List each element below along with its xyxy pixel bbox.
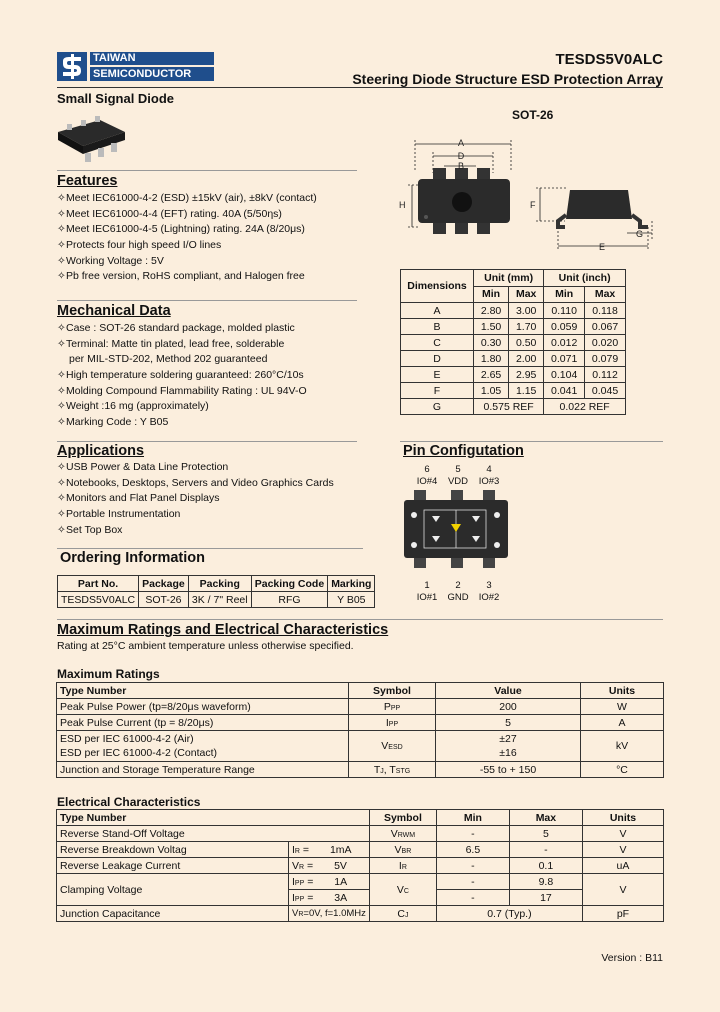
max: 9.8: [509, 874, 582, 890]
dim-header-inch: Unit (inch): [544, 270, 626, 287]
features-list: [57, 191, 317, 285]
dim-value: 2.00: [509, 351, 544, 367]
applications-list: [57, 460, 334, 538]
pin-number: 1: [424, 580, 430, 591]
param: Reverse Breakdown Voltag: [57, 842, 289, 858]
cell: SOT-26: [139, 592, 189, 608]
value: ±27 ±16: [436, 731, 581, 762]
table-row: [401, 351, 626, 367]
dim-label: D: [401, 351, 474, 367]
unit: °C: [581, 762, 664, 778]
dim-value: 0.575 REF: [474, 399, 544, 415]
list-item: ✧Protects four high speed I/O lines: [57, 239, 222, 252]
dim-value: 1.15: [509, 383, 544, 399]
pin-number: 3: [486, 580, 492, 591]
condition: IPP = 1A: [289, 874, 370, 890]
table-row: [401, 335, 626, 351]
min: -: [436, 890, 509, 906]
dim-label: F: [401, 383, 474, 399]
table-row: [401, 383, 626, 399]
pin-config-title: Pin Configutation: [403, 443, 524, 459]
unit: V: [582, 874, 663, 906]
dim-value: 0.118: [585, 303, 626, 319]
ratings-note: Rating at 25°C ambient temperature unless otherwise specified.: [57, 640, 354, 652]
cell: Y B05: [328, 592, 375, 608]
table-row: [57, 858, 664, 874]
unit: pF: [582, 906, 663, 922]
symbol: VESD: [349, 731, 436, 762]
dim-label: A: [401, 303, 474, 319]
dim-sub-min: Min: [474, 286, 509, 303]
dim-value: 0.059: [544, 319, 585, 335]
dim-value: 0.079: [585, 351, 626, 367]
list-item: ✧Case : SOT-26 standard package, molded plastic: [57, 322, 295, 334]
table-row: [57, 762, 664, 778]
table-row: [401, 303, 626, 319]
product-category: Small Signal Diode: [57, 91, 175, 106]
dim-value: 0.50: [509, 335, 544, 351]
brand-line-2: SEMICONDUCTOR: [93, 68, 192, 80]
ratings-title: Maximum Ratings and Electrical Characteristics: [57, 622, 389, 638]
dim-value: 2.80: [474, 303, 509, 319]
list-item: ✧Notebooks, Desktops, Servers and Video Graphics Cards: [57, 476, 334, 489]
dim-value: 0.071: [544, 351, 585, 367]
dim-value: 2.95: [509, 367, 544, 383]
dim-label-h: H: [399, 200, 406, 210]
max: 5: [509, 826, 582, 842]
list-item: ✧Working Voltage : 5V: [57, 254, 164, 267]
dim-sub-min: Min: [544, 286, 585, 303]
table-row: [57, 699, 664, 715]
dim-label: B: [401, 319, 474, 335]
dim-value: 3.00: [509, 303, 544, 319]
list-item: ✧USB Power & Data Line Protection: [57, 461, 229, 473]
dim-value: 1.50: [474, 319, 509, 335]
col-header: Units: [582, 810, 663, 826]
param: Reverse Leakage Current: [57, 858, 289, 874]
condition: VR=0V, f=1.0MHz: [289, 906, 370, 922]
param: Clamping Voltage: [57, 874, 289, 906]
list-item: ✧High temperature soldering guaranteed: 260°C/10s: [57, 369, 304, 382]
table-row: [58, 592, 375, 608]
dim-value: 0.104: [544, 367, 585, 383]
dim-value: 1.80: [474, 351, 509, 367]
unit: kV: [581, 731, 664, 762]
cell: TESDS5V0ALC: [58, 592, 139, 608]
pin-number: 4: [486, 464, 492, 475]
electrical-subtitle: Electrical Characteristics: [57, 795, 201, 809]
pin-name: VDD: [447, 476, 469, 487]
dim-value: 2.65: [474, 367, 509, 383]
list-item: per MIL-STD-202, Method 202 guaranteed: [69, 353, 268, 366]
max-ratings-table: [56, 682, 664, 778]
param: Peak Pulse Power (tp=8/20μs waveform): [57, 699, 349, 715]
symbol: VC: [369, 874, 436, 906]
features-title: Features: [57, 173, 118, 189]
symbol: IPP: [349, 715, 436, 731]
pin-name: IO#2: [478, 592, 500, 603]
package-label: SOT-26: [512, 108, 554, 122]
col-header: Symbol: [369, 810, 436, 826]
col-header: Units: [581, 683, 664, 699]
pin-name: IO#1: [416, 592, 438, 603]
dim-label-e: E: [598, 242, 606, 252]
table-row: [57, 826, 664, 842]
condition: IR = 1mA: [289, 842, 370, 858]
list-item: ✧Molding Compound Flammability Rating : UL 94V-O: [57, 384, 307, 397]
dim-label-a: A: [457, 138, 465, 148]
package-outline-drawing: [390, 135, 665, 255]
table-row: [57, 731, 664, 762]
max: -: [509, 842, 582, 858]
dim-value: 1.70: [509, 319, 544, 335]
value: 0.7 (Typ.): [436, 906, 582, 922]
dim-sub-max: Max: [585, 286, 626, 303]
pin-name: IO#3: [478, 476, 500, 487]
list-item: ✧Weight :16 mg (approximately): [57, 400, 209, 413]
param: Reverse Stand-Off Voltage: [57, 826, 370, 842]
col-header: Value: [436, 683, 581, 699]
dim-header-mm: Unit (mm): [474, 270, 544, 287]
table-row: [57, 906, 664, 922]
dim-label-d: D: [457, 151, 465, 161]
dim-value: 0.110: [544, 303, 585, 319]
dim-header-label: Dimensions: [401, 270, 474, 303]
list-item: ✧Meet IEC61000-4-5 (Lightning) rating. 24A (8/20μs): [57, 223, 305, 236]
dim-label: E: [401, 367, 474, 383]
symbol: VRWM: [369, 826, 436, 842]
col-header: Min: [436, 810, 509, 826]
pin-name: GND: [447, 592, 469, 603]
table-row: [401, 319, 626, 335]
brand-line-1: TAIWAN: [93, 52, 136, 64]
table-row: [57, 842, 664, 858]
ordering-title: Ordering Information: [60, 550, 205, 566]
pin-name: IO#4: [416, 476, 438, 487]
table-row: [57, 874, 664, 890]
value: 200: [436, 699, 581, 715]
col-header: Type Number: [57, 810, 370, 826]
dim-label-f: F: [530, 200, 536, 210]
company-logo: [57, 52, 214, 81]
max-ratings-subtitle: Maximum Ratings: [57, 667, 160, 681]
dim-value: 0.020: [585, 335, 626, 351]
dim-value: 0.30: [474, 335, 509, 351]
min: 6.5: [436, 842, 509, 858]
param: Peak Pulse Current (tp = 8/20μs): [57, 715, 349, 731]
condition: VR = 5V: [289, 858, 370, 874]
ordering-table: [57, 575, 375, 608]
col-header: Symbol: [349, 683, 436, 699]
list-item: ✧Meet IEC61000-4-2 (ESD) ±15kV (air), ±8kV (contact): [57, 192, 317, 204]
param: Junction and Storage Temperature Range: [57, 762, 349, 778]
condition: IPP = 3A: [289, 890, 370, 906]
max: 17: [509, 890, 582, 906]
unit: W: [581, 699, 664, 715]
symbol: CJ: [369, 906, 436, 922]
applications-title: Applications: [57, 443, 145, 459]
table-row: [401, 367, 626, 383]
dim-value: 0.112: [585, 367, 626, 383]
table-row: [57, 715, 664, 731]
unit: A: [581, 715, 664, 731]
max: 0.1: [509, 858, 582, 874]
dim-label-g: G: [636, 229, 644, 239]
col-header: Marking: [328, 576, 375, 592]
dim-label: G: [401, 399, 474, 415]
dim-label-b: B: [457, 161, 465, 171]
symbol: PPP: [349, 699, 436, 715]
dimensions-table: [400, 269, 626, 415]
pin-number: 2: [455, 580, 461, 591]
unit: V: [582, 842, 663, 858]
electrical-table: [56, 809, 664, 922]
list-item: ✧Terminal: Matte tin plated, lead free, solderable: [57, 337, 285, 350]
pin-number: 5: [455, 464, 461, 475]
value: -55 to + 150: [436, 762, 581, 778]
list-item: ✧Meet IEC61000-4-4 (EFT) rating. 40A (5/50ηs): [57, 207, 282, 220]
param: Junction Capacitance: [57, 906, 289, 922]
col-header: Type Number: [57, 683, 349, 699]
cell: 3K / 7" Reel: [188, 592, 251, 608]
list-item: ✧Marking Code : Y B05: [57, 416, 169, 429]
col-header: Packing Code: [251, 576, 327, 592]
pin-diagram: [402, 490, 512, 580]
dim-value: 0.067: [585, 319, 626, 335]
table-row: [401, 399, 626, 415]
dim-value: 0.041: [544, 383, 585, 399]
symbol: VBR: [369, 842, 436, 858]
pin-number: 6: [424, 464, 430, 475]
min: -: [436, 858, 509, 874]
dim-sub-max: Max: [509, 286, 544, 303]
param: ESD per IEC 61000-4-2 (Air) ESD per IEC 61000-4-2 (Contact): [57, 731, 349, 762]
symbol: TJ, TSTG: [349, 762, 436, 778]
dim-value: 1.05: [474, 383, 509, 399]
min: -: [436, 826, 509, 842]
unit: V: [582, 826, 663, 842]
list-item: ✧Portable Instrumentation: [57, 508, 181, 521]
dim-value: 0.045: [585, 383, 626, 399]
cell: RFG: [251, 592, 327, 608]
list-item: ✧Set Top Box: [57, 523, 123, 536]
mechanical-list: [57, 321, 307, 431]
dim-label: C: [401, 335, 474, 351]
package-photo-icon: [55, 112, 130, 162]
min: -: [436, 874, 509, 890]
list-item: ✧Monitors and Flat Panel Displays: [57, 492, 220, 505]
dim-value: 0.012: [544, 335, 585, 351]
col-header: Packing: [188, 576, 251, 592]
unit: uA: [582, 858, 663, 874]
version-label: Version : B11: [601, 952, 663, 964]
logo-mark-icon: [57, 52, 87, 81]
list-item: ✧Pb free version, RoHS compliant, and Halogen free: [57, 270, 305, 283]
col-header: Part No.: [58, 576, 139, 592]
col-header: Package: [139, 576, 189, 592]
dim-value: 0.022 REF: [544, 399, 626, 415]
page-subtitle: Steering Diode Structure ESD Protection Array: [352, 71, 663, 87]
mechanical-title: Mechanical Data: [57, 303, 171, 319]
value: 5: [436, 715, 581, 731]
symbol: IR: [369, 858, 436, 874]
col-header: Max: [509, 810, 582, 826]
part-number: TESDS5V0ALC: [555, 51, 663, 68]
